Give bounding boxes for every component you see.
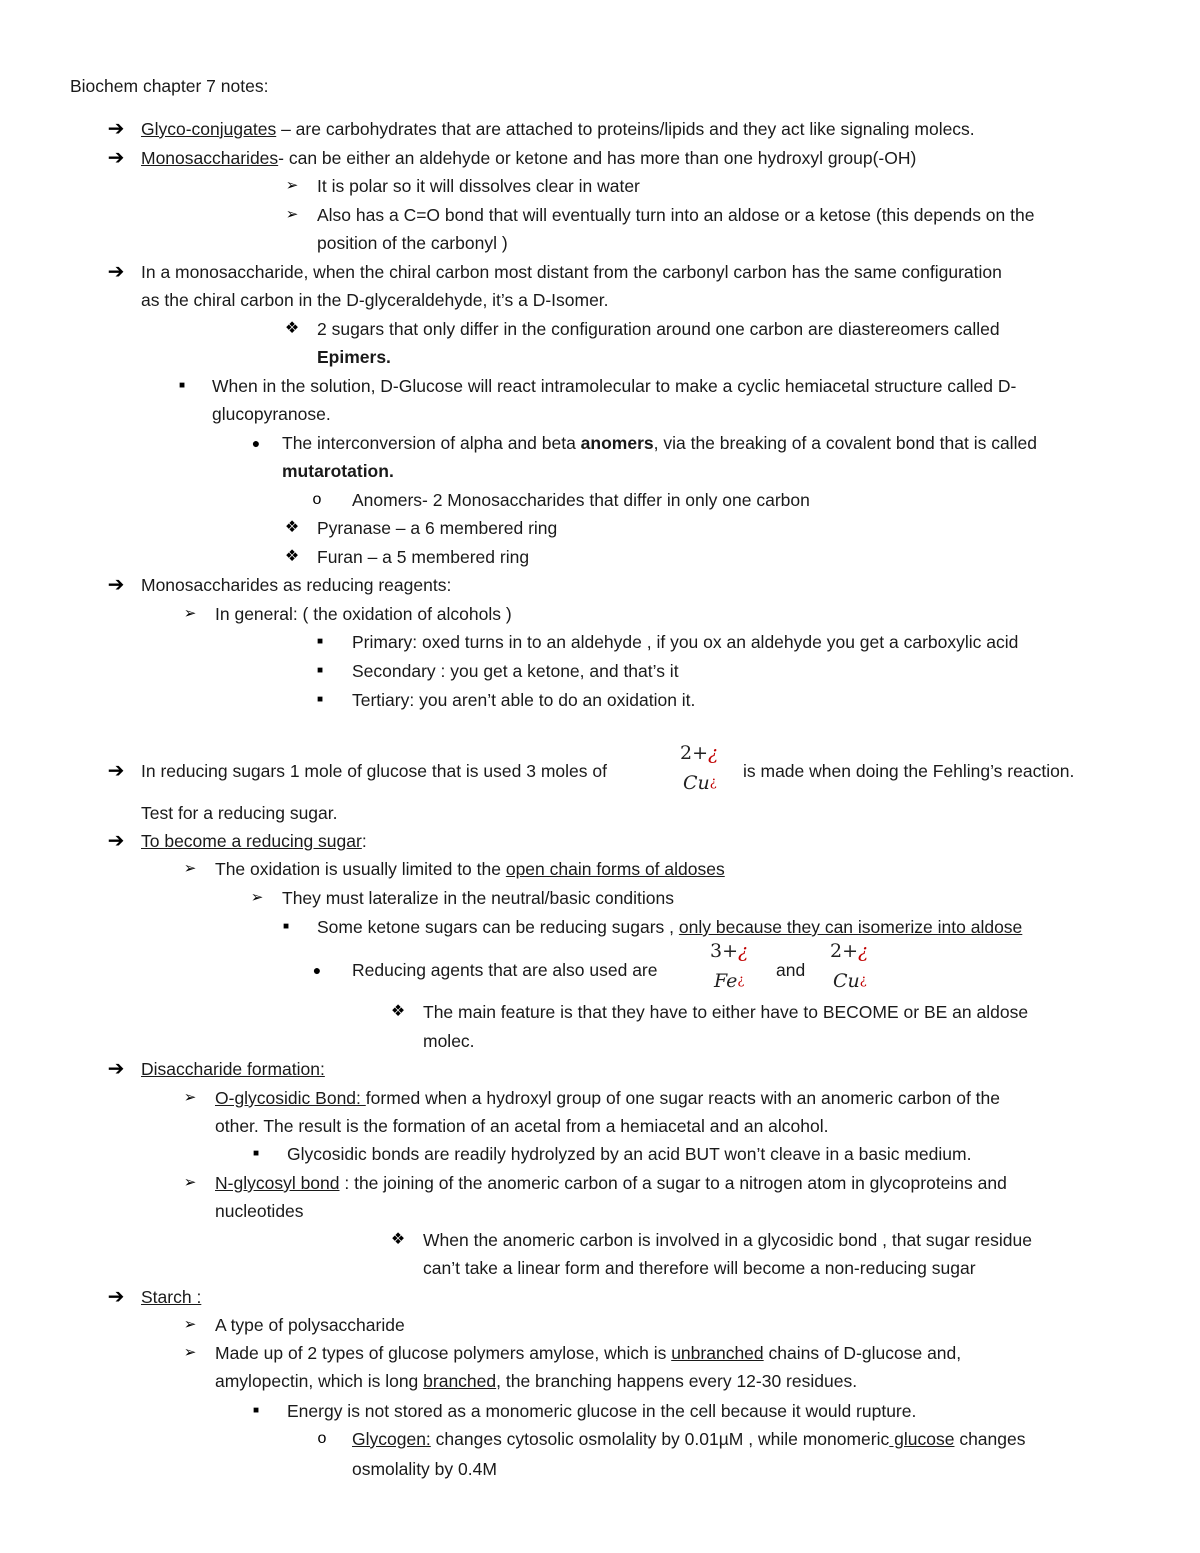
and-word: and [776, 960, 806, 980]
starch-heading: Starch : [141, 1287, 202, 1307]
cu-ion-symbol: Cu¿ [683, 772, 717, 794]
mutarotation-line1: The interconversion of alpha and beta anomers, via the breaking of a covalent bond that is called [282, 433, 1037, 453]
square-bullet-icon: ■ [282, 921, 290, 932]
lateralize-note: They must lateralize in the neutral/basic conditions [282, 888, 675, 908]
polar-note: It is polar so it will dissolves clear in water [317, 176, 640, 196]
furan-item: Furan – a 5 membered ring [317, 547, 530, 567]
triangle-bullet-icon: ➢ [285, 206, 299, 223]
energy-note: Energy is not stored as a monomeric glucose in the cell because it would rupture. [287, 1401, 917, 1421]
pyranase-item: Pyranase – a 6 membered ring [317, 518, 558, 538]
triangle-bullet-icon: ➢ [183, 1316, 197, 1333]
diamond-bullet-icon: ❖ [390, 1003, 406, 1020]
triangle-bullet-icon: ➢ [285, 177, 299, 194]
fe-ion-symbol: Fe¿ [714, 970, 745, 992]
triangle-bullet-icon: ➢ [250, 889, 264, 906]
square-bullet-icon: ■ [178, 380, 186, 391]
fe-ion-charge: 3+¿ [710, 940, 749, 962]
dot-bullet-icon: ● [312, 962, 322, 978]
glycogen-line1: Glycogen: changes cytosolic osmolality by 0.01µM , while monomeric glucose changes [352, 1429, 1026, 1449]
triangle-bullet-icon: ➢ [183, 1344, 197, 1361]
arrow-bullet-icon: ➔ [107, 261, 125, 283]
circle-bullet-icon: o [312, 491, 322, 508]
arrow-bullet-icon: ➔ [107, 118, 125, 140]
solution-line2: glucopyranose. [212, 404, 331, 424]
primary-alcohol: Primary: oxed turns in to an aldehyde , if you ox an aldehyde you get a carboxylic acid [352, 632, 1019, 652]
cu-ion-charge-2: 2+¿ [830, 940, 869, 962]
dot-bullet-icon: ● [251, 435, 261, 451]
secondary-alcohol: Secondary : you get a ketone, and that’s it [352, 661, 679, 681]
triangle-bullet-icon: ➢ [183, 860, 197, 877]
fehling-text-before: In reducing sugars 1 mole of glucose that is used 3 moles of [141, 761, 607, 781]
hydrolyzed-note: Glycosidic bonds are readily hydrolyzed by an acid BUT won’t cleave in a basic medium. [287, 1144, 972, 1164]
carbonyl-note-line1: Also has a C=O bond that will eventually turn into an aldose or a ketose (this depends on the [317, 205, 1035, 225]
epimers-line2: Epimers. [317, 347, 391, 367]
disomer-line2: as the chiral carbon in the D-glyceraldehyde, it’s a D-Isomer. [141, 290, 609, 310]
polymers-line1: Made up of 2 types of glucose polymers amylose, which is unbranched chains of D-glucose and, [215, 1343, 962, 1363]
monosaccharides-item: Monosaccharides- can be either an aldehyde or ketone and has more than one hydroxyl group(-OH) [141, 148, 917, 168]
diamond-bullet-icon: ❖ [284, 548, 300, 565]
circle-bullet-icon: o [317, 1430, 327, 1447]
cu-ion-symbol-2: Cu¿ [833, 970, 867, 992]
arrow-bullet-icon: ➔ [107, 760, 125, 782]
reducing-heading: Monosaccharides as reducing reagents: [141, 575, 452, 595]
ketone-sugars-note: Some ketone sugars can be reducing sugars , only because they can isomerize into aldose [317, 917, 1023, 937]
square-bullet-icon: ■ [316, 665, 324, 676]
square-bullet-icon: ■ [252, 1405, 260, 1416]
solution-line1: When in the solution, D-Glucose will react intramolecular to make a cyclic hemiacetal structure called D- [212, 376, 1017, 396]
arrow-bullet-icon: ➔ [107, 1286, 125, 1308]
main-feature-line1: The main feature is that they have to either have to BECOME or BE an aldose [423, 1002, 1029, 1022]
reducing-agents-text: Reducing agents that are also used are [352, 960, 658, 980]
diamond-bullet-icon: ❖ [284, 320, 300, 337]
oxidation-limited: The oxidation is usually limited to the open chain forms of aldoses [215, 859, 725, 879]
diamond-bullet-icon: ❖ [284, 519, 300, 536]
fehling-text-after: is made when doing the Fehling’s reaction. [743, 761, 1075, 781]
triangle-bullet-icon: ➢ [183, 605, 197, 622]
polymers-line2: amylopectin, which is long branched, the branching happens every 12-30 residues. [215, 1371, 858, 1391]
square-bullet-icon: ■ [316, 636, 324, 647]
arrow-bullet-icon: ➔ [107, 830, 125, 852]
glycoconjugates-item: Glyco-conjugates – are carbohydrates that are attached to proteins/lipids and they act like signaling molecs. [141, 119, 975, 139]
triangle-bullet-icon: ➢ [183, 1089, 197, 1106]
n-glycosyl-line2: nucleotides [215, 1201, 304, 1221]
disomer-line1: In a monosaccharide, when the chiral carbon most distant from the carbonyl carbon has the same configuration [141, 262, 1002, 282]
cu-ion-charge: 2+¿ [680, 742, 719, 764]
square-bullet-icon: ■ [316, 694, 324, 705]
disaccharide-heading: Disaccharide formation: [141, 1059, 325, 1079]
diamond-bullet-icon: ❖ [390, 1231, 406, 1248]
become-heading: To become a reducing sugar: [141, 831, 367, 851]
triangle-bullet-icon: ➢ [183, 1174, 197, 1191]
anomeric-note-line2: can’t take a linear form and therefore will become a non-reducing sugar [423, 1258, 976, 1278]
oxidation-general: In general: ( the oxidation of alcohols ) [215, 604, 512, 624]
anomeric-note-line1: When the anomeric carbon is involved in a glycosidic bond , that sugar residue [423, 1230, 1032, 1250]
epimers-line1: 2 sugars that only differ in the configuration around one carbon are diastereomers called [317, 319, 1000, 339]
arrow-bullet-icon: ➔ [107, 574, 125, 596]
o-glycosidic-line2: other. The result is the formation of an acetal from a hemiacetal and an alcohol. [215, 1116, 829, 1136]
fehling-test: Test for a reducing sugar. [141, 803, 338, 823]
anomers-definition: Anomers- 2 Monosaccharides that differ in only one carbon [352, 490, 810, 510]
glycogen-line2: osmolality by 0.4M [352, 1459, 497, 1479]
tertiary-alcohol: Tertiary: you aren’t able to do an oxidation it. [352, 690, 696, 710]
mutarotation-line2: mutarotation. [282, 461, 394, 481]
arrow-bullet-icon: ➔ [107, 1058, 125, 1080]
polysaccharide-note: A type of polysaccharide [215, 1315, 405, 1335]
page-title: Biochem chapter 7 notes: [70, 76, 269, 96]
carbonyl-note-line2: position of the carbonyl ) [317, 233, 508, 253]
arrow-bullet-icon: ➔ [107, 147, 125, 169]
n-glycosyl-line1: N-glycosyl bond : the joining of the anomeric carbon of a sugar to a nitrogen atom in glycoproteins and [215, 1173, 1007, 1193]
o-glycosidic-line1: O-glycosidic Bond: formed when a hydroxyl group of one sugar reacts with an anomeric carbon of the [215, 1088, 1001, 1108]
square-bullet-icon: ■ [252, 1148, 260, 1159]
main-feature-line2: molec. [423, 1031, 475, 1051]
